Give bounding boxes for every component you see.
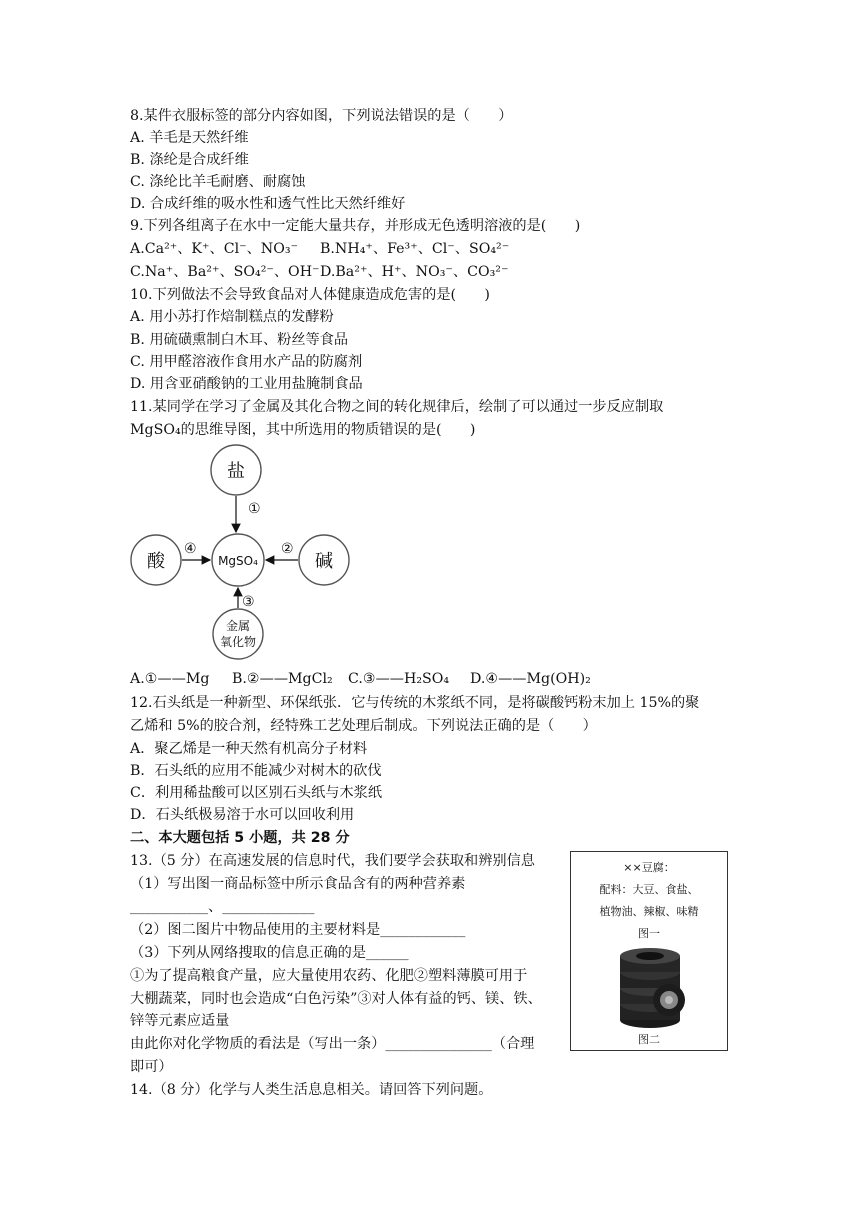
q8-option-d: D. 合成纤维的吸水性和透气性比天然纤维好 (130, 196, 406, 212)
q11-option-b: B.②——MgCl₂ (232, 671, 333, 687)
q13-line5: （3）下列从网络搜取的信息正确的是______ (130, 945, 409, 961)
q12-option-a: A．聚乙烯是一种天然有机高分子材料 (130, 741, 368, 757)
q8-stem: 8.某件衣服标签的部分内容如图，下列说法错误的是（ ） (130, 108, 513, 124)
q13-line2: （1）写出图一商品标签中所示食品含有的两种营养素 (130, 876, 466, 892)
q13-line6: ①为了提高粮食产量，应大量使用农药、化肥②塑料薄膜可用于 (130, 968, 528, 984)
q10-stem: 10.下列做法不会导致食品对人体健康造成危害的是( ) (130, 287, 490, 303)
figure-one-caption: 图一 (638, 927, 660, 940)
q11-option-a: A.①——Mg (130, 671, 210, 687)
q13-line1: 13.（5 分）在高速发展的信息时代，我们要学会获取和辨别信息 (130, 853, 535, 869)
food-label-title: ××豆腐： (623, 861, 675, 874)
node-metal-oxide (213, 609, 263, 659)
node-salt-label: 盐 (227, 461, 245, 482)
q10-option-b: B. 用硫磺熏制白木耳、粉丝等食品 (130, 332, 349, 348)
q12-option-d: D．石头纸极易溶于水可以回收利用 (130, 807, 355, 823)
q9-option-a: A.Ca²⁺、K⁺、Cl⁻、NO₃⁻ (130, 241, 298, 257)
q13-line3-blanks: ___________、_____________ (130, 899, 315, 915)
q13-line8: 锌等元素应适量 (130, 1013, 230, 1029)
q14-stem: 14.（8 分）化学与人类生活息息相关。请回答下列问题。 (130, 1082, 493, 1098)
arrow-3-number: ③ (242, 594, 255, 610)
q11-option-c: C.③——H₂SO₄ (348, 671, 450, 687)
node-metal-label: 金属 (225, 619, 251, 633)
q12-option-c: C．利用稀盐酸可以区别石头纸与木浆纸 (130, 785, 383, 801)
node-oxide-label: 氧化物 (219, 635, 257, 649)
q11-stem-line1: 11.某同学在学习了金属及其化合物之间的转化规律后，绘制了可以通过一步反应制取 (130, 399, 664, 415)
q13-line4: （2）图二图片中物品使用的主要材料是____________ (130, 922, 466, 938)
figure-two-caption: 图二 (638, 1033, 660, 1046)
q8-option-c: C. 涤纶比羊毛耐磨、耐腐蚀 (130, 174, 306, 190)
node-mgso4-label: MgSO₄ (218, 554, 258, 568)
node-acid-label: 酸 (147, 551, 165, 572)
section-2-heading: 二、本大题包括 5 小题，共 28 分 (130, 830, 350, 846)
q9-option-c: C.Na⁺、Ba²⁺、SO₄²⁻、OH⁻ (130, 264, 320, 280)
q13-line7: 大棚蔬菜，同时也会造成“白色污染”③对人体有益的钙、镁、铁、 (130, 991, 542, 1007)
q8-option-b: B. 涤纶是合成纤维 (130, 152, 249, 168)
q12-stem-line1: 12.石头纸是一种新型、环保纸张．它与传统的木浆纸不同，是将碳酸钙粉末加上 15%的聚 (130, 695, 700, 711)
q8-option-a: A. 羊毛是天然纤维 (130, 130, 249, 146)
q9-option-d: D.Ba²⁺、H⁺、NO₃⁻、CO₃²⁻ (320, 264, 509, 280)
node-base-label: 碱 (315, 551, 333, 572)
q10-option-c: C. 用甲醛溶液作食用水产品的防腐剂 (130, 354, 363, 370)
q12-option-b: B．石头纸的应用不能减少对树木的砍伐 (130, 763, 382, 779)
q10-option-a: A. 用小苏打作焙制糕点的发酵粉 (130, 309, 334, 325)
food-label-ingredients-1: 配料：大豆、食盐、 (599, 883, 699, 896)
q12-stem-line2: 乙烯和 5%的胶合剂，经特殊工艺处理后制成。下列说法正确的是（ ） (130, 718, 597, 734)
arrow-2-number: ② (281, 541, 294, 557)
q9-option-b: B.NH₄⁺、Fe³⁺、Cl⁻、SO₄²⁻ (320, 241, 510, 257)
q9-stem: 9.下列各组离子在水中一定能大量共存，并形成无色透明溶液的是( ) (130, 218, 581, 234)
q13-figure-box (570, 851, 728, 1051)
tire-stack-icon (617, 944, 687, 1030)
q13-line10: 即可） (130, 1059, 173, 1075)
food-label-ingredients-2: 植物油、辣椒、味精 (599, 905, 699, 918)
q10-option-d: D. 用含亚硝酸钠的工业用盐腌制食品 (130, 376, 363, 392)
q13-line9: 由此你对化学物质的看法是（写出一条）_______________（合理 (130, 1036, 535, 1052)
arrow-4-number: ④ (184, 541, 197, 557)
q11-option-d: D.④——Mg(OH)₂ (470, 671, 591, 687)
q11-stem-line2: MgSO₄的思维导图，其中所选用的物质错误的是( ) (130, 422, 476, 438)
arrow-1-number: ① (248, 501, 261, 517)
mgso4-mind-map-diagram (128, 440, 368, 662)
